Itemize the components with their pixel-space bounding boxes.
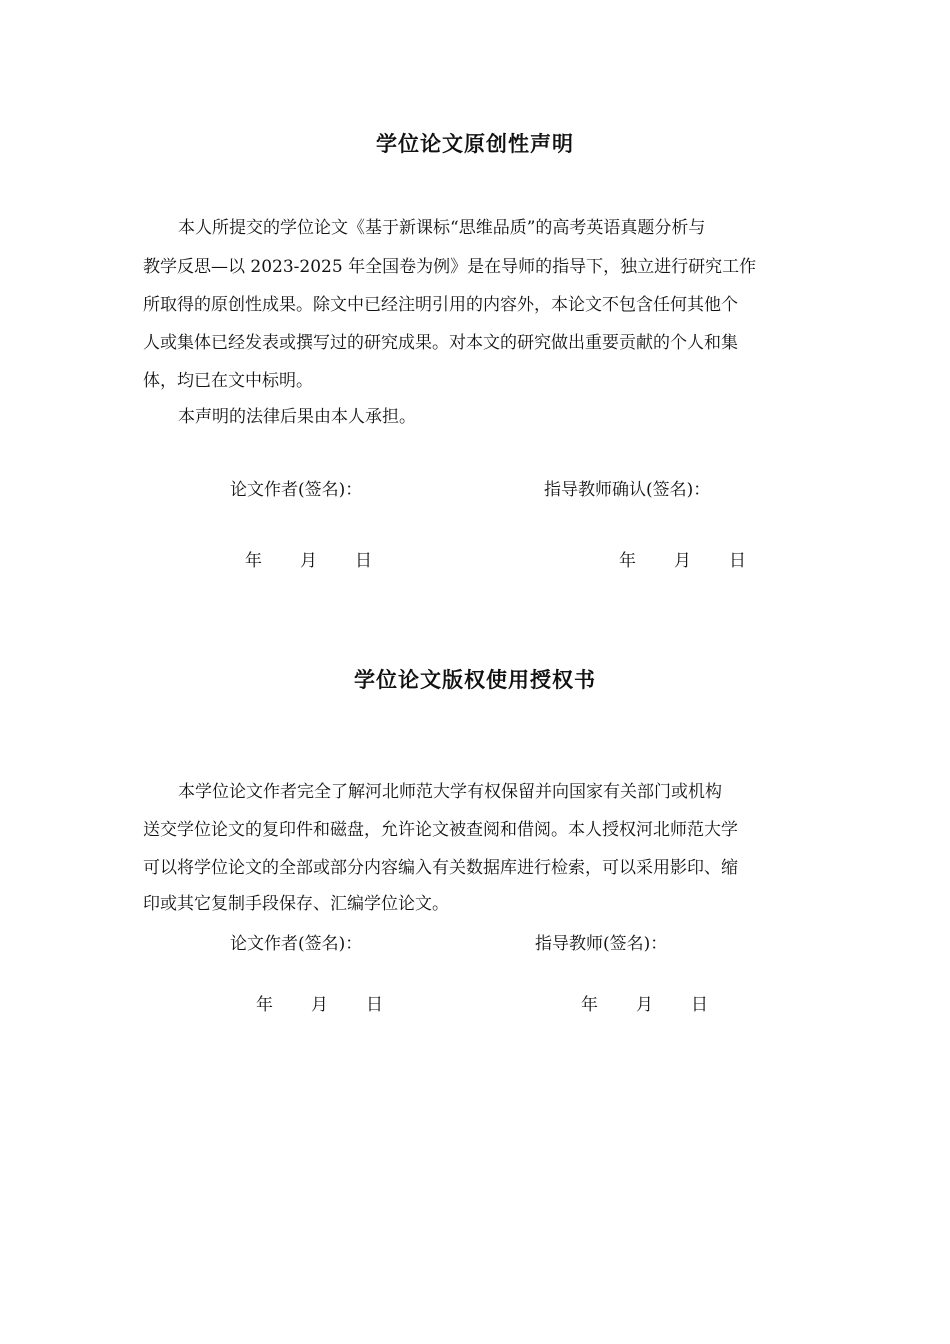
date-month: 月: [311, 995, 328, 1015]
author-signature-label: 论文作者(签名)：: [230, 480, 363, 500]
date-day: 日: [366, 995, 383, 1015]
originality-paragraph-line: 体，均已在文中标明。: [143, 371, 313, 391]
date-year: 年: [245, 551, 262, 571]
advisor-signature-label: 指导教师(签名)：: [535, 934, 668, 954]
date-day: 日: [355, 551, 372, 571]
originality-title: 学位论文原创性声明: [376, 132, 574, 156]
date-month: 月: [674, 551, 691, 571]
copyright-paragraph-line: 送交学位论文的复印件和磁盘，允许论文被查阅和借阅。本人授权河北师范大学: [143, 820, 738, 840]
author-date: [245, 546, 372, 571]
advisor-signature-label: 指导教师确认(签名)：: [544, 480, 711, 500]
advisor-date: [581, 990, 708, 1015]
date-month: 月: [636, 995, 653, 1015]
originality-paragraph-line: 人或集体已经发表或撰写过的研究成果。对本文的研究做出重要贡献的个人和集: [143, 333, 738, 353]
copyright-paragraph-line: 印或其它复制手段保存、汇编学位论文。: [143, 894, 449, 914]
copyright-title: 学位论文版权使用授权书: [354, 668, 596, 692]
date-day: 日: [691, 995, 708, 1015]
date-year: 年: [619, 551, 636, 571]
date-day: 日: [729, 551, 746, 571]
author-signature-label: 论文作者(签名)：: [230, 934, 363, 954]
author-date: [256, 990, 383, 1015]
date-year: 年: [581, 995, 598, 1015]
advisor-date: [619, 546, 746, 571]
copyright-paragraph-line: 可以将学位论文的全部或部分内容编入有关数据库进行检索，可以采用影印、缩: [143, 858, 738, 878]
originality-paragraph-line: 教学反思—以 2023-2025 年全国卷为例》是在导师的指导下，独立进行研究工作: [143, 257, 757, 277]
copyright-paragraph-line: 本学位论文作者完全了解河北师范大学有权保留并向国家有关部门或机构: [178, 782, 722, 802]
originality-paragraph-line: 本人所提交的学位论文《基于新课标“思维品质”的高考英语真题分析与: [178, 218, 706, 238]
originality-paragraph-line: 所取得的原创性成果。除文中已经注明引用的内容外，本论文不包含任何其他个: [143, 295, 738, 315]
date-year: 年: [256, 995, 273, 1015]
liability-statement: 本声明的法律后果由本人承担。: [178, 407, 416, 427]
date-month: 月: [300, 551, 317, 571]
